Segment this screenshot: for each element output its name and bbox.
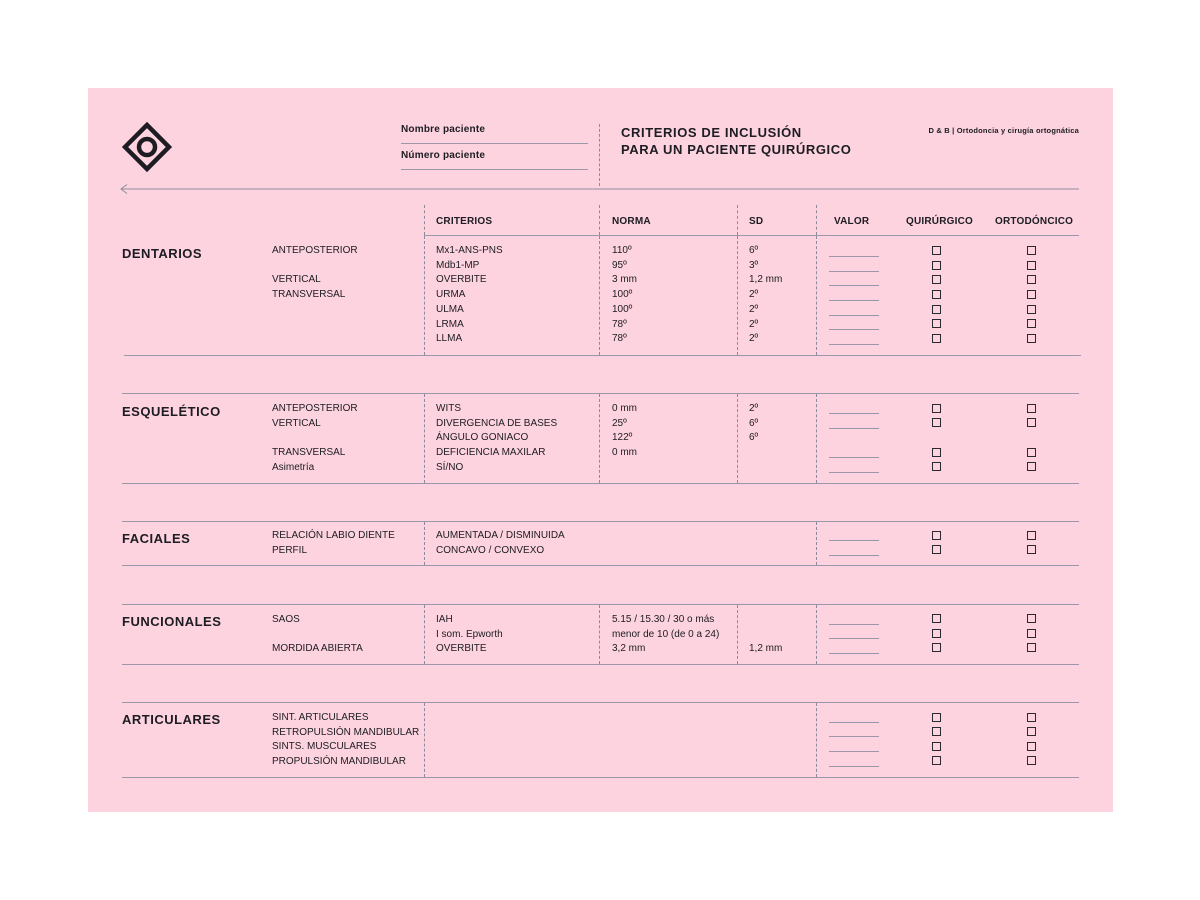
ortodoncico-checkbox[interactable] [1027,246,1036,255]
ortodoncico-checkbox[interactable] [1027,643,1036,652]
ortodoncico-checkbox[interactable] [1027,261,1036,270]
ortodoncico-checkbox[interactable] [1027,334,1036,343]
quirurgico-checkbox[interactable] [932,462,941,471]
column-valor: VALOR [834,216,870,227]
value-input[interactable] [829,472,879,473]
header-divider [599,124,600,186]
patient-name-label: Nombre paciente [401,124,486,135]
norma-column: 0 mm 25º 122º 0 mm [612,403,637,459]
ortodoncico-checkbox[interactable] [1027,404,1036,413]
section-title: ARTICULARES [122,712,221,727]
quirurgico-checkbox[interactable] [932,643,941,652]
ortodoncico-checkbox[interactable] [1027,275,1036,284]
column-sd: SD [749,216,764,227]
quirurgico-checkbox[interactable] [932,742,941,751]
section-title: DENTARIOS [122,246,203,261]
subcategory-column: ANTEPOSTERIOR VERTICAL TRANSVERSAL [272,245,358,301]
value-input[interactable] [829,653,879,654]
section-title: FUNCIONALES [122,614,222,629]
value-input[interactable] [829,329,879,330]
ortodoncico-checkbox[interactable] [1027,713,1036,722]
criteria-column: Mx1-ANS-PNS Mdb1-MP OVERBITE URMA ULMA LRMA LLMA [436,245,503,345]
quirurgico-checkbox[interactable] [932,334,941,343]
subcategory-column: ANTEPOSTERIOR VERTICAL TRANSVERSAL Asimetría [272,403,358,473]
quirurgico-checkbox[interactable] [932,756,941,765]
ortodoncico-checkbox[interactable] [1027,319,1036,328]
sd-column: 6º 3º 1,2 mm 2º 2º 2º 2º [749,245,783,345]
quirurgico-checkbox[interactable] [932,246,941,255]
quirurgico-checkbox[interactable] [932,319,941,328]
ortodoncico-checkbox[interactable] [1027,756,1036,765]
form-title: CRITERIOS DE INCLUSIÓN PARA UN PACIENTE QUIRÚRGICO [621,125,852,157]
norma-column: 5.15 / 15.30 / 30 o más menor de 10 (de 0 a 24) 3,2 mm [612,614,720,655]
subcategory-column: SINT. ARTICULARES RETROPULSIÓN MANDIBULAR SINTS. MUSCULARES PROPULSIÓN MANDIBULAR [272,712,420,768]
value-input[interactable] [829,300,879,301]
quirurgico-checkbox[interactable] [932,531,941,540]
column-ortodoncico: ORTODÓNCICO [995,216,1074,227]
criteria-column: IAH I som. Epworth OVERBITE [436,614,503,655]
value-input[interactable] [829,722,879,723]
value-input[interactable] [829,766,879,767]
quirurgico-checkbox[interactable] [932,305,941,314]
brand-text: D & B | Ortodoncia y cirugía ortognática [928,126,1079,135]
ortodoncico-checkbox[interactable] [1027,545,1036,554]
column-quirurgico: QUIRÚRGICO [906,216,973,227]
section-title: FACIALES [122,531,191,546]
column-norma: NORMA [612,216,651,227]
subcategory-column: RELACIÓN LABIO DIENTE PERFIL [272,530,395,556]
quirurgico-checkbox[interactable] [932,448,941,457]
ortodoncico-checkbox[interactable] [1027,531,1036,540]
quirurgico-checkbox[interactable] [932,418,941,427]
quirurgico-checkbox[interactable] [932,404,941,413]
value-input[interactable] [829,285,879,286]
value-input[interactable] [829,540,879,541]
ortodoncico-checkbox[interactable] [1027,418,1036,427]
diamond-logo-icon [122,122,172,172]
ortodoncico-checkbox[interactable] [1027,742,1036,751]
value-input[interactable] [829,344,879,345]
value-input[interactable] [829,271,879,272]
value-input[interactable] [829,315,879,316]
value-input[interactable] [829,555,879,556]
ortodoncico-checkbox[interactable] [1027,462,1036,471]
ortodoncico-checkbox[interactable] [1027,629,1036,638]
norma-column: 110º 95º 3 mm 100º 100º 78º 78º [612,245,637,345]
patient-number-label: Número paciente [401,150,486,161]
criteria-column: AUMENTADA / DISMINUIDA CONCAVO / CONVEXO [436,530,565,556]
section-title: ESQUELÉTICO [122,404,221,419]
criteria-column: WITS DIVERGENCIA DE BASES ÁNGULO GONIACO DEFICIENCIA MAXILAR SÍ/NO [436,403,558,473]
quirurgico-checkbox[interactable] [932,629,941,638]
ortodoncico-checkbox[interactable] [1027,727,1036,736]
value-input[interactable] [829,428,879,429]
ortodoncico-checkbox[interactable] [1027,614,1036,623]
quirurgico-checkbox[interactable] [932,545,941,554]
ortodoncico-checkbox[interactable] [1027,448,1036,457]
quirurgico-checkbox[interactable] [932,727,941,736]
quirurgico-checkbox[interactable] [932,261,941,270]
value-input[interactable] [829,638,879,639]
ortodoncico-checkbox[interactable] [1027,290,1036,299]
quirurgico-checkbox[interactable] [932,713,941,722]
patient-name-field[interactable] [401,143,588,144]
value-input[interactable] [829,457,879,458]
ortodoncico-checkbox[interactable] [1027,305,1036,314]
form-sheet [88,88,1113,812]
value-input[interactable] [829,413,879,414]
arrow-left-icon [119,184,1081,194]
column-criterios: CRITERIOS [436,216,493,227]
quirurgico-checkbox[interactable] [932,275,941,284]
subcategory-column: SAOS MORDIDA ABIERTA [272,614,363,655]
sd-column: 1,2 mm [749,643,783,655]
value-input[interactable] [829,256,879,257]
quirurgico-checkbox[interactable] [932,614,941,623]
value-input[interactable] [829,624,879,625]
quirurgico-checkbox[interactable] [932,290,941,299]
value-input[interactable] [829,736,879,737]
patient-number-field[interactable] [401,169,588,170]
sd-column: 2º 6º 6º [749,403,759,444]
value-input[interactable] [829,751,879,752]
